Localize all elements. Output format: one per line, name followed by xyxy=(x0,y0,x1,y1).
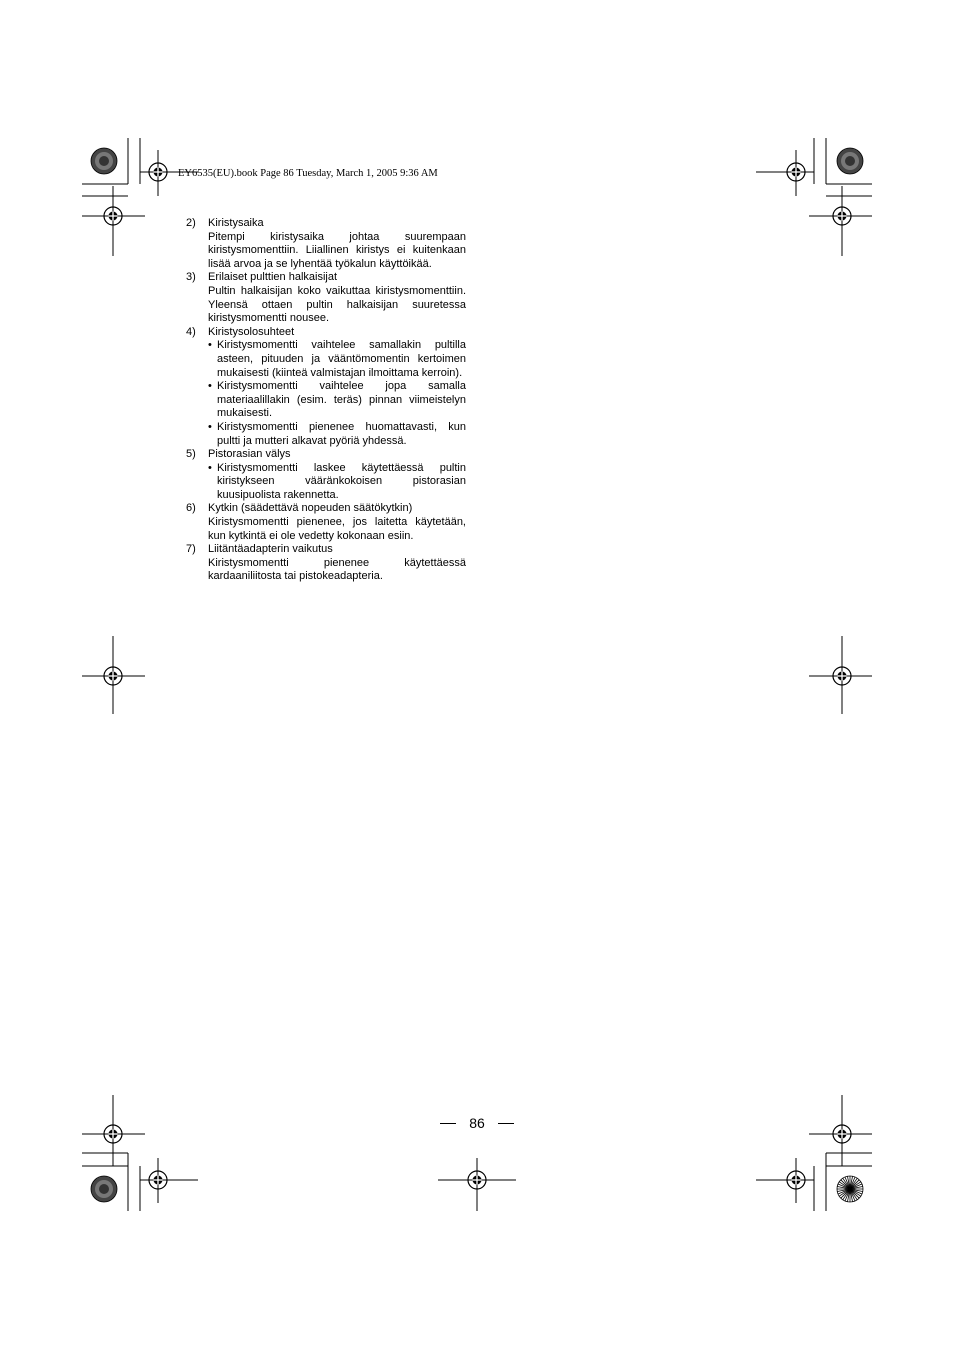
registration-mark-icon xyxy=(833,1125,851,1143)
bullet-icon: • xyxy=(208,420,212,433)
registration-mark-icon xyxy=(104,1125,122,1143)
bullet-icon: • xyxy=(208,339,212,352)
starburst-icon xyxy=(837,1176,863,1202)
list-item xyxy=(186,543,466,584)
item-title: Kiristysolosuhteet xyxy=(208,325,295,338)
item-number: 5) xyxy=(186,448,196,461)
item-number: 2) xyxy=(186,217,196,229)
color-bar-icon xyxy=(837,148,863,174)
item-paragraph: Pultin halkaisijan koko vaikuttaa kiristysmomenttiin. Yleensä ottaen pultin halkaisijan suuretessa kiristysmomentti nousee. xyxy=(208,284,466,325)
item-title: Pistorasian välys xyxy=(208,448,291,461)
list-item xyxy=(186,217,466,271)
registration-mark-icon xyxy=(787,1171,805,1189)
bullet-text: Kiristysmomentti vaihtelee jopa samalla materiaalillakin (esim. teräs) pinnan viimeistelyn mukaisesti. xyxy=(217,380,466,420)
bullet-item xyxy=(208,462,466,503)
item-title: Kytkin (säädettävä nopeuden säätökytkin) xyxy=(208,502,413,515)
print-header: EY6535(EU).book Page 86 Tuesday, March 1, 2005 9:36 AM xyxy=(178,168,438,179)
page-number-footer xyxy=(440,1115,514,1131)
bullet-text: Kiristysmomentti pienenee huomattavasti, kun pultti ja mutteri alkavat pyöriä yhdessä. xyxy=(217,420,466,447)
bullet-text: Kiristysmomentti vaihtelee samallakin pultilla asteen, pituuden ja vääntömomentin kertoimen mukaisesti (kiinteä valmistajan ilmoittama kerroin). xyxy=(217,339,466,379)
item-number: 3) xyxy=(186,271,196,284)
item-paragraph: Kiristysmomentti pienenee käytettäessä kardaaniliitosta tai pistokeadapteria. xyxy=(208,556,466,583)
item-title: Kiristysaika xyxy=(208,217,264,229)
dash-right xyxy=(498,1123,514,1124)
registration-mark-icon xyxy=(104,667,122,685)
list-item xyxy=(186,502,466,543)
list-item xyxy=(186,326,466,448)
bullet-text: Kiristysmomentti laskee käytettäessä pultin kiristykseen vääränkokoisen pistorasian kuusipuolista rakennetta. xyxy=(217,461,466,501)
registration-mark-icon xyxy=(104,207,122,225)
registration-mark-icon xyxy=(149,1171,167,1189)
item-title: Liitäntäadapterin vaikutus xyxy=(208,543,333,556)
item-paragraph: Pitempi kiristysaika johtaa suurempaan kiristysmomenttiin. Liiallinen kiristys ei kuitenkaan lisää arvoa ja se lyhentää työkalun käyttöikää. xyxy=(208,230,466,270)
page-number: 86 xyxy=(469,1115,485,1131)
bullet-item xyxy=(208,339,466,380)
dash-left xyxy=(440,1123,456,1124)
bullet-icon: • xyxy=(208,461,212,474)
item-paragraph: Kiristysmomentti pienenee, jos laitetta käytetään, kun kytkintä ei ole vedetty kokonaan esiin. xyxy=(208,516,466,542)
registration-mark-icon xyxy=(833,207,851,225)
bullet-item xyxy=(208,380,466,421)
item-number: 6) xyxy=(186,502,196,515)
list-item xyxy=(186,448,466,502)
registration-mark-icon xyxy=(787,163,805,181)
color-bar-icon xyxy=(91,1176,117,1202)
item-title: Erilaiset pulttien halkaisijat xyxy=(208,271,338,284)
item-number: 4) xyxy=(186,325,196,338)
registration-mark-icon xyxy=(468,1171,486,1189)
bullet-icon: • xyxy=(208,380,212,393)
registration-mark-icon xyxy=(833,667,851,685)
item-number: 7) xyxy=(186,543,196,556)
main-content xyxy=(186,217,466,584)
registration-mark-icon xyxy=(149,163,167,181)
bullet-item xyxy=(208,421,466,448)
color-bar-icon xyxy=(91,148,117,174)
list-item xyxy=(186,271,466,325)
